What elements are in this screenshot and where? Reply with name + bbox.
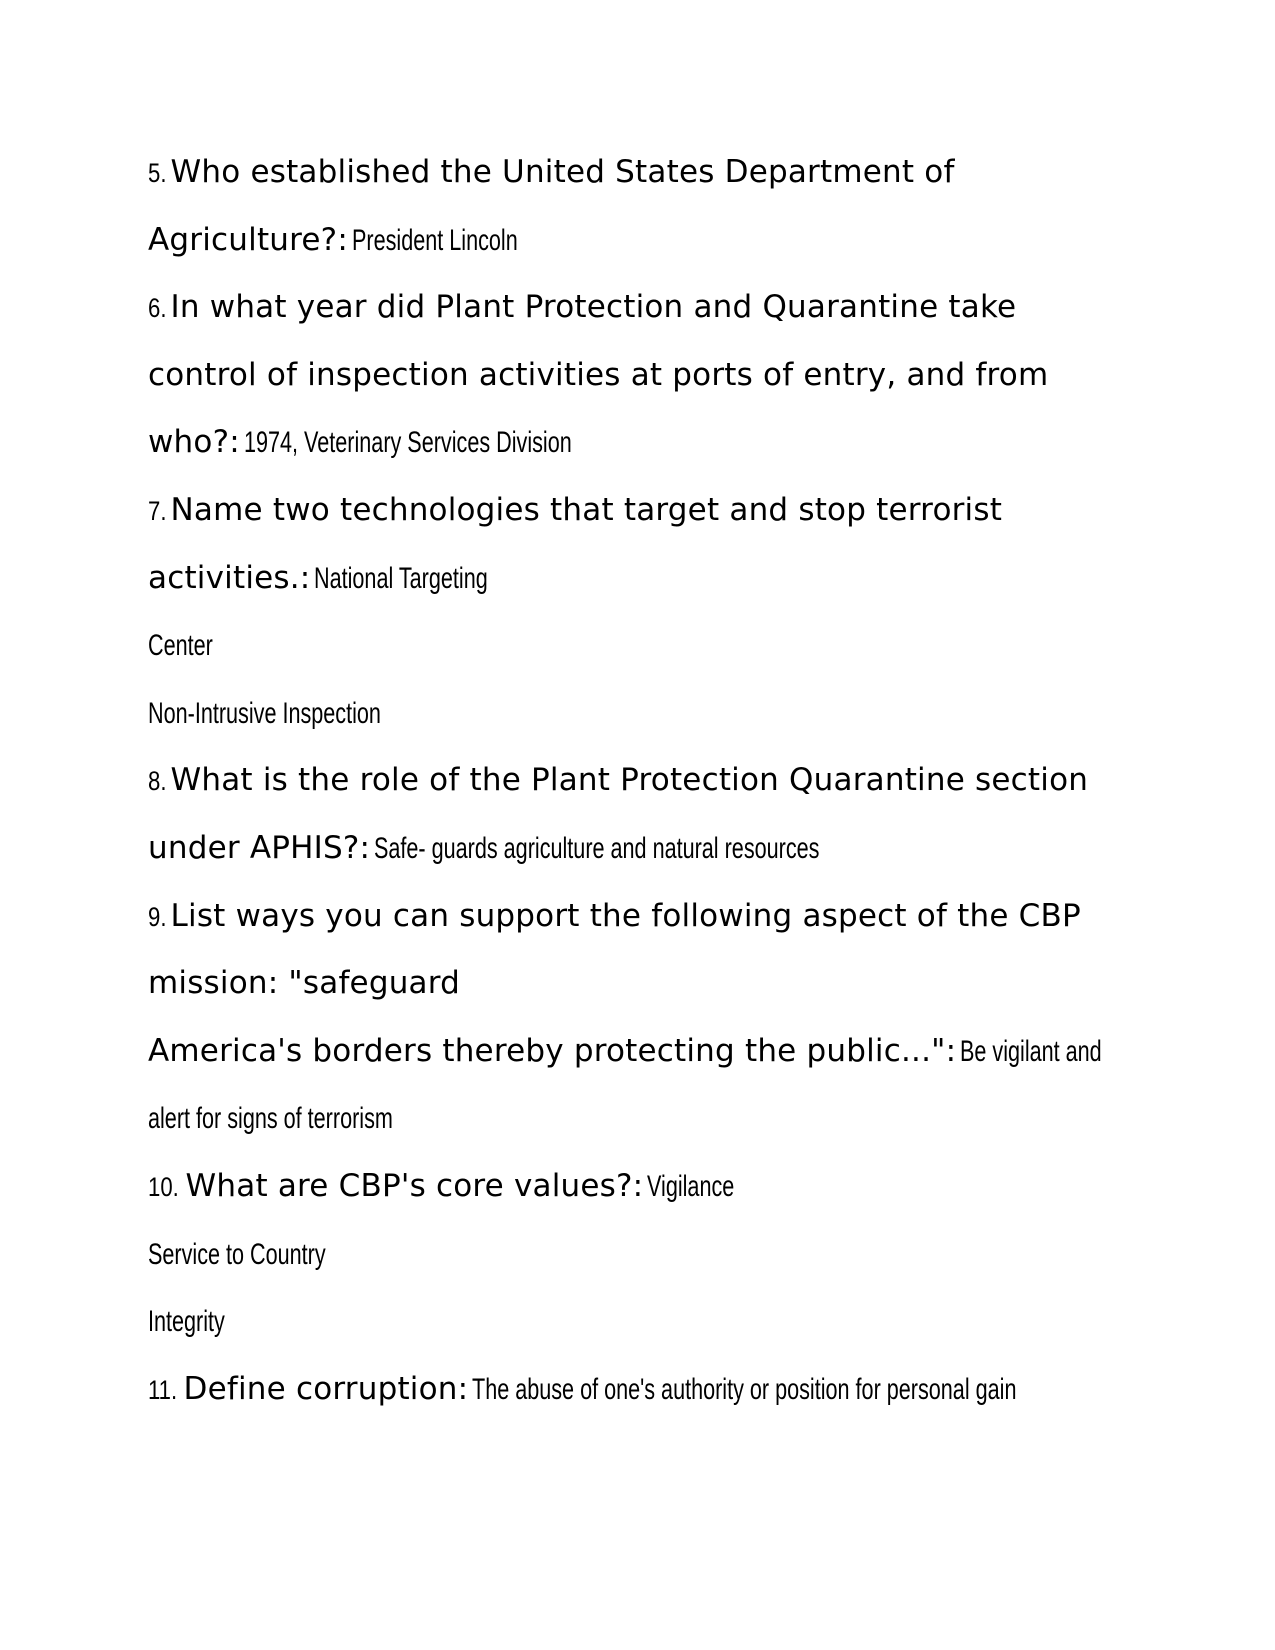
answer-text: alert for signs of terrorism [148, 1102, 393, 1136]
answer-10-line-2 [148, 1221, 1148, 1289]
document-page [148, 139, 1148, 1423]
question-text: under APHIS?: [148, 829, 371, 866]
question-number: 8. [148, 766, 167, 797]
question-text: who?: [148, 424, 240, 461]
question-number: 11. [148, 1374, 178, 1405]
answer-text: President Lincoln [351, 223, 518, 257]
question-text: Name two technologies that target and stop terrorist [170, 491, 1003, 528]
question-6-line-1 [148, 274, 1148, 342]
question-text: activities.: [148, 559, 311, 596]
answer-10-line-3 [148, 1288, 1148, 1356]
answer-text: Be vigilant and [960, 1034, 1102, 1068]
question-6-line-2 [148, 342, 1148, 410]
question-10-line-1 [148, 1153, 1148, 1221]
question-number: 5. [148, 158, 167, 188]
answer-9-line-2 [148, 1085, 1148, 1153]
answer-text: The abuse of one's authority or position for personal gain [472, 1372, 1017, 1406]
question-5-line-1 [148, 139, 1148, 207]
question-11-line-1 [148, 1356, 1148, 1424]
question-text: Define corruption: [183, 1370, 469, 1407]
question-text: What is the role of the Plant Protection Quarantine section [170, 762, 1089, 799]
question-text: mission: "safeguard [148, 965, 461, 1002]
question-text: control of inspection activities at ports of entry, and from [148, 356, 1049, 393]
question-9-line-3 [148, 1018, 1148, 1086]
answer-text: 1974, Veterinary Services Division [243, 426, 572, 460]
question-text: Who established the United States Department of [170, 154, 955, 190]
question-8-line-1 [148, 747, 1148, 815]
answer-text: Service to Country [148, 1237, 326, 1271]
question-8-line-2 [148, 815, 1148, 883]
answer-text: Non-Intrusive Inspection [148, 696, 381, 730]
question-text: Agriculture?: [148, 221, 348, 258]
question-number: 9. [148, 901, 167, 932]
question-text: In what year did Plant Protection and Quarantine take [170, 289, 1017, 326]
question-9-line-2 [148, 950, 1148, 1018]
question-9-line-1 [148, 883, 1148, 951]
question-number: 10. [148, 1171, 179, 1202]
question-number: 7. [148, 495, 167, 526]
answer-text: Center [148, 629, 213, 663]
answer-text: Safe- guards agriculture and natural resources [374, 831, 820, 865]
answer-text: Integrity [148, 1305, 225, 1339]
question-6-line-3 [148, 409, 1148, 477]
answer-7-line-3 [148, 680, 1148, 748]
question-text: America's borders thereby protecting the public...": [148, 1032, 957, 1069]
question-7-line-1 [148, 477, 1148, 545]
question-5-line-2 [148, 207, 1148, 275]
question-number: 6. [148, 293, 167, 324]
answer-7-line-2 [148, 612, 1148, 680]
question-7-line-2 [148, 545, 1148, 613]
question-text: List ways you can support the following aspect of the CBP [170, 897, 1081, 934]
question-text: What are CBP's core values?: [185, 1167, 644, 1204]
answer-text: Vigilance [647, 1169, 735, 1203]
answer-text: National Targeting [314, 561, 489, 595]
